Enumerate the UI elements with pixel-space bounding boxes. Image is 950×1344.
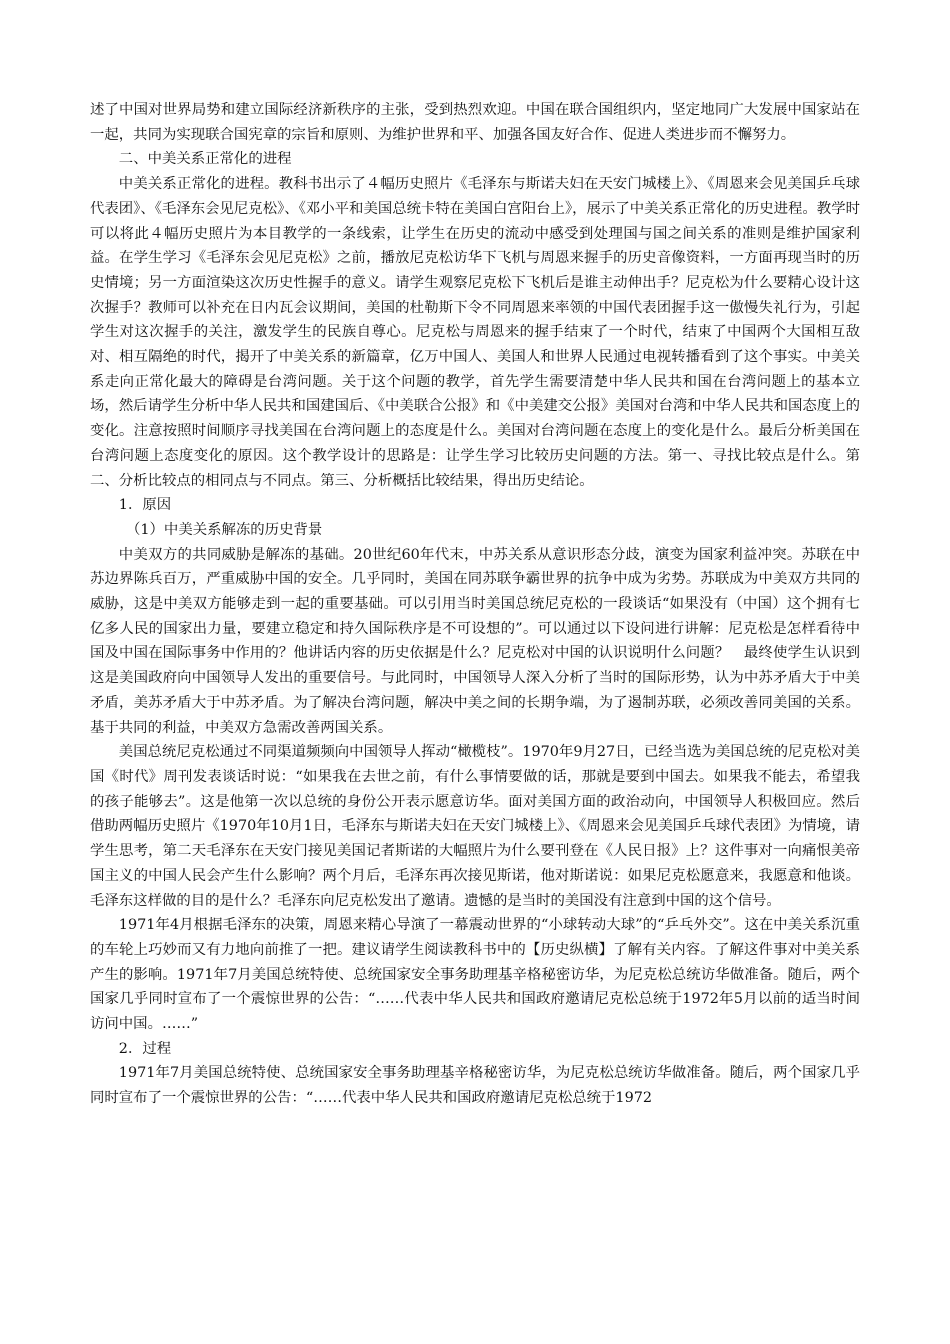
paragraph-common-threat: 中美双方的共同威胁是解冻的基础。20世纪60年代末，中苏关系从意识形态分歧，演变为国家利益冲突。苏联在中苏边界陈兵百万，严重威胁中国的安全。几乎同时，美国在同苏联争霸世界的抗争中成为劣势。苏联成为中美双方共同的威胁，这是中美双方能够走到一起的重要基础。可以引用当时美国总统尼克松的一段谈话“如果没有（中国）这个拥有七亿多人民的国家出力量，要建立稳定和持久国际秩序是不可设想的”。可以通过以下设问进行讲解：尼克松是怎样看待中国及中国在国际事务中作用的？他讲话内容的历史依据是什么？尼克松对中国的认识说明什么问题？ 最终使学生认识到这是美国政府向中国领导人发出的重要信号。与此同时，中国领导人深入分析了当时的国际形势，认为中苏矛盾大于中美矛盾，美苏矛盾大于中苏矛盾。为了解决台湾问题，解决中美之间的长期争端，为了遏制苏联，必须改善同美国的关系。基于共同的利益，中美双方急需改善两国关系。 [90,546,860,736]
subheading-process: 2．过程 [118,1040,172,1057]
paragraph-ping-pong: 1971年4月根据毛泽东的决策，周恩来精心导演了一幕震动世界的“小球转动大球”的“乒乓外交”。这在中美关系沉重的车轮上巧妙而又有力地向前推了一把。建议请学生阅读教科书中的【历史纵横】了解有关内容。了解这件事对中美关系产生的影响。1971年7月美国总统特使、总统国家安全事务助理基辛格秘密访华，为尼克松总统访华做准备。随后，两个国家几乎同时宣布了一个震惊世界的公告：“……代表中华人民共和国政府邀请尼克松总统于1972年5月以前的适当时间访问中国。……” [90,917,860,1033]
paragraph-continuation: 述了中国对世界局势和建立国际经济新秩序的主张，受到热烈欢迎。中国在联合国组织内，坚定地同广大发展中国家站在一起，共同为实现联合国宪章的宗旨和原则、为维护世界和平、加强各国友好合作、促进人类进步而不懈努力。 [90,102,860,143]
subheading-background: （1）中美关系解冻的历史背景 [126,521,323,538]
paragraph-normalization-overview: 中美关系正常化的进程。教科书出示了４幅历史照片《毛泽东与斯诺夫妇在天安门城楼上》、《周恩来会见美国乒乓球代表团》、《毛泽东会见尼克松》、《邓小平和美国总统卡特在美国白宫阳台上》，展示了中美关系正常化的历史进程。教学时可以将此４幅历史照片为本目教学的一条线索，让学生在历史的流动中感受到处理国与国之间关系的准则是维护国家利益。在学生学习《毛泽东会见尼克松》之前，播放尼克松访华下飞机与周恩来握手的历史音像资料，一方面再现当时的历史情境；另一方面渲染这次历史性握手的意义。请学生观察尼克松下飞机后是谁主动伸出手？尼克松为什么要精心设计这次握手？教师可以补充在日内瓦会议期间，美国的杜勒斯下令不同周恩来率领的中国代表团握手这一傲慢失礼行为，引起学生对这次握手的关注，激发学生的民族自尊心。尼克松与周恩来的握手结束了一个时代，结束了中国两个大国相互敌对、相互隔绝的时代，揭开了中美关系的新篇章，亿万中国人、美国人和世界人民通过电视转播看到了这个事实。中美关系走向正常化最大的障碍是台湾问题。关于这个问题的教学，首先学生需要清楚中华人民共和国在台湾问题上的基本立场，然后请学生分析中华人民共和国建国后、《中美联合公报》和《中美建交公报》美国对台湾和中华人民共和国态度上的变化。注意按照时间顺序寻找美国在台湾问题上的态度是什么。美国对台湾问题在态度上的变化是什么。最后分析美国在台湾问题上态度变化的原因。这个教学设计的思路是：让学生学习比较历史问题的方法。第一、寻找比较点是什么。第二、分析比较点的相同点与不同点。第三、分析概括比较结果，得出历史结论。 [90,176,860,489]
subheading-causes: 1．原因 [118,497,172,514]
document-page [90,98,860,1111]
paragraph-kissinger-visit: 1971年7月美国总统特使、总统国家安全事务助理基辛格秘密访华，为尼克松总统访华做准备。随后，两个国家几乎同时宣布了一个震惊世界的公告：“……代表中华人民共和国政府邀请尼克松总统于1972 [90,1065,860,1107]
paragraph-olive-branch: 美国总统尼克松通过不同渠道频频向中国领导人挥动“橄榄枝”。1970年9月27日，已经当选为美国总统的尼克松对美国《时代》周刊发表谈话时说：“如果我在去世之前，有什么事情要做的话，那就是要到中国去。如果我不能去，希望我的孩子能够去”。这是他第一次以总统的身份公开表示愿意访华。面对美国方面的政治动向，中国领导人积极回应。然后借助两幅历史照片《1970年10月1日，毛泽东与斯诺夫妇在天安门城楼上》、《周恩来会见美国乒乓球代表团》为情境，请学生思考，第二天毛泽东在天安门接见美国记者斯诺的大幅照片为什么要刊登在《人民日报》上？这件事对一向痛恨美帝国主义的中国人民会产生什么影响？两个月后，毛泽东再次接见斯诺，他对斯诺说：如果尼克松愿意来，我愿意和他谈。毛泽东这样做的目的是什么？毛泽东向尼克松发出了邀请。遗憾的是当时的美国没有注意到中国的这个信号。 [90,744,860,909]
section-heading: 二、中美关系正常化的进程 [118,151,292,168]
